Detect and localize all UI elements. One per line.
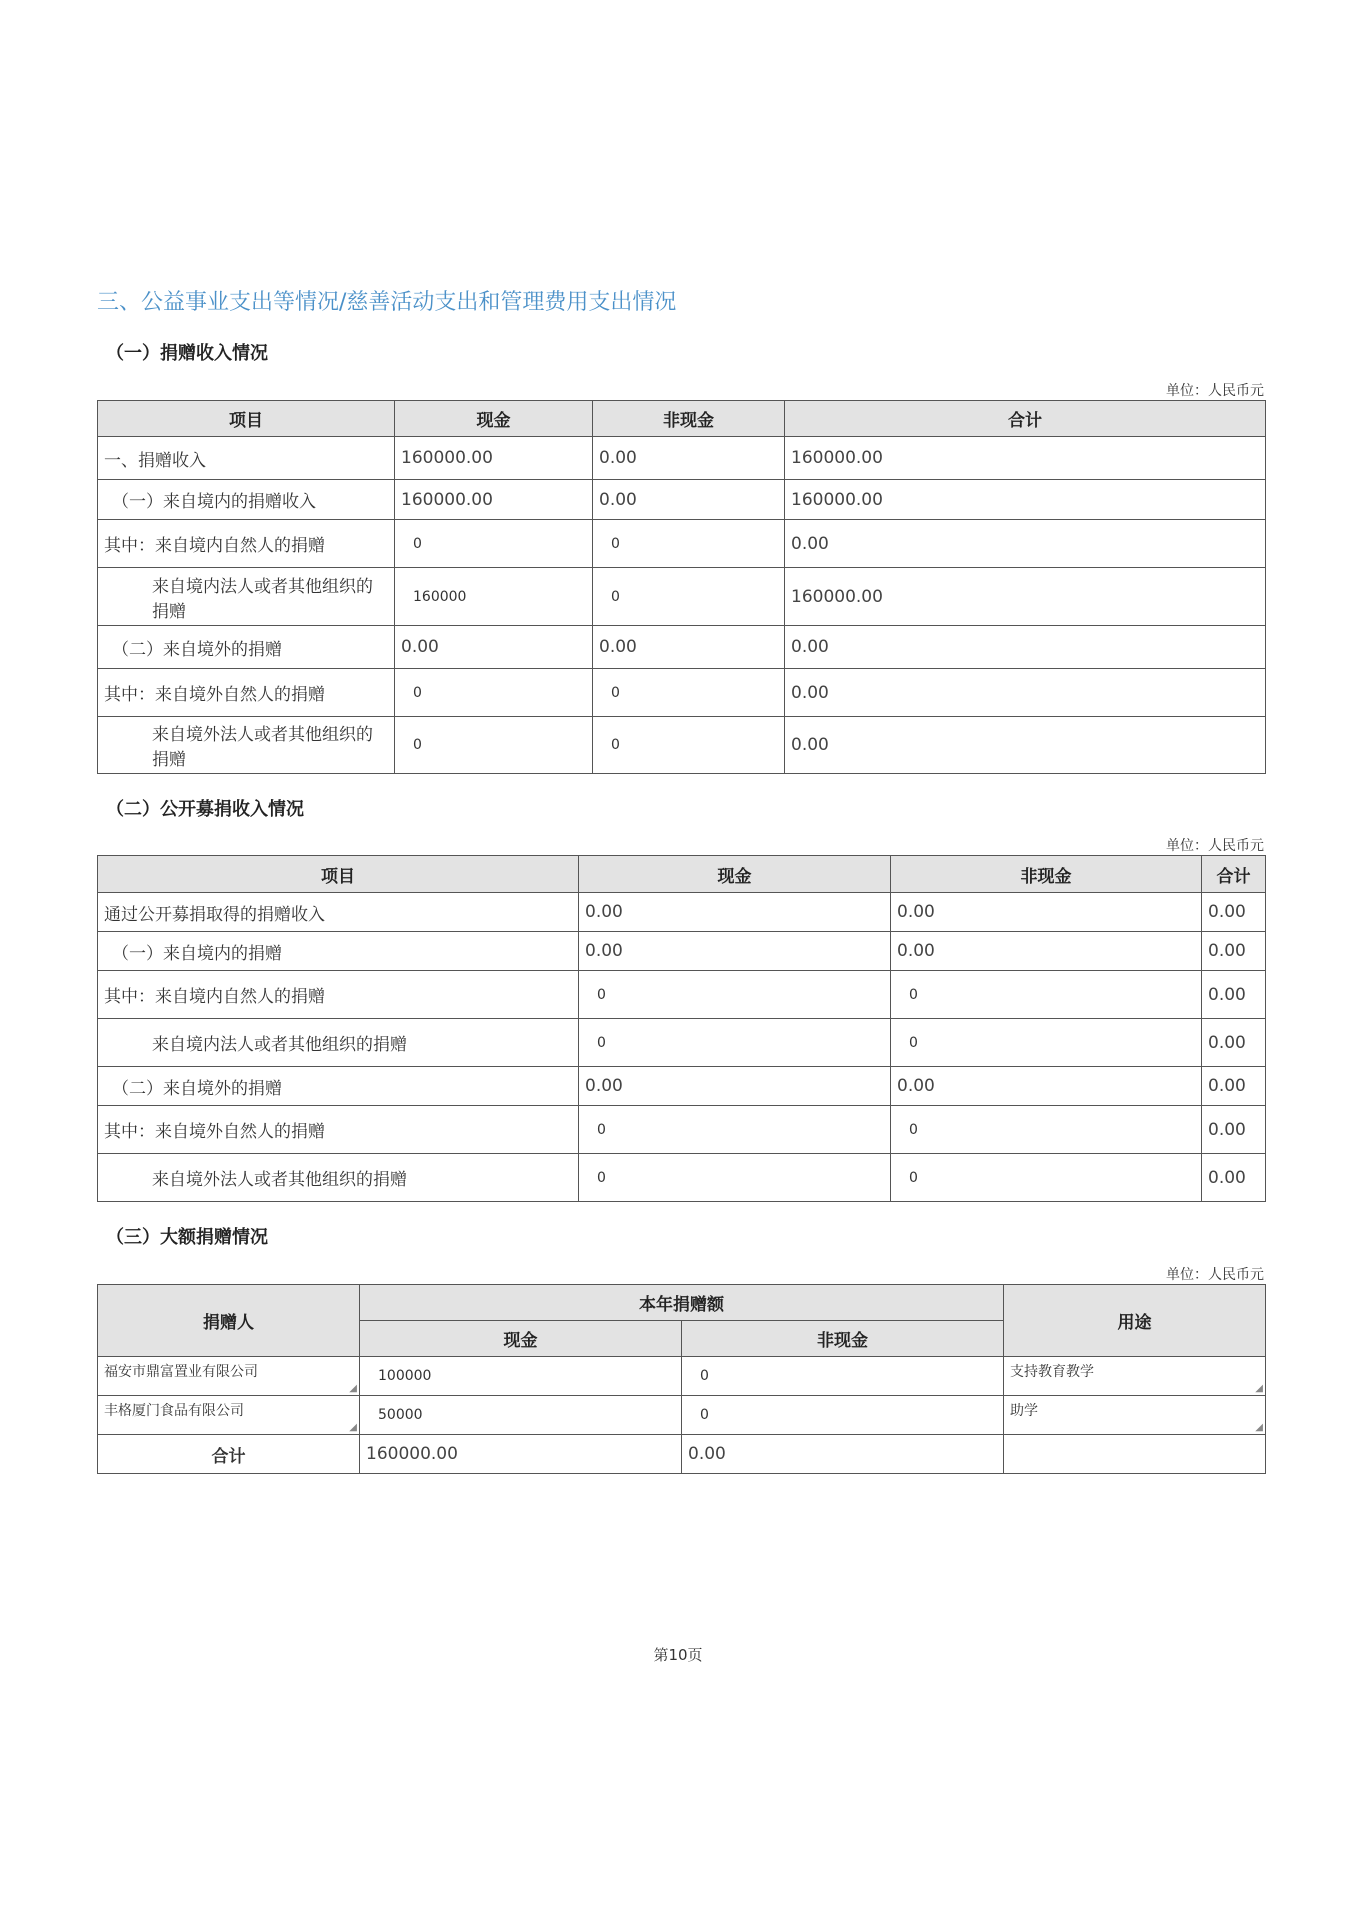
header-total: 合计 xyxy=(785,401,1266,437)
cash-input[interactable] xyxy=(360,1357,682,1396)
table-row xyxy=(98,568,1266,626)
donation-income-title: （一）捐赠收入情况 xyxy=(106,343,268,364)
noncash-value: 0.00 xyxy=(593,626,785,669)
cash-input[interactable] xyxy=(395,717,593,774)
row-label: 来自境内法人或者其他组织的捐赠 xyxy=(98,1019,579,1067)
page-number: 第10页 xyxy=(653,1646,703,1664)
cash-value: 100000 xyxy=(378,1368,432,1384)
noncash-value: 0 xyxy=(700,1368,709,1384)
table-header-row xyxy=(98,856,1266,893)
total-value: 0.00 xyxy=(1202,971,1266,1019)
noncash-value: 0 xyxy=(611,684,620,701)
donation-income-table xyxy=(97,400,1266,774)
table-row xyxy=(98,437,1266,480)
cash-value: 0 xyxy=(597,1121,606,1138)
table-row xyxy=(98,1357,1266,1396)
noncash-input[interactable] xyxy=(593,717,785,774)
total-value: 0.00 xyxy=(1202,1067,1266,1106)
total-value: 0.00 xyxy=(1202,893,1266,932)
cash-value: 0.00 xyxy=(579,932,891,971)
cash-input[interactable] xyxy=(395,568,593,626)
total-value: 160000.00 xyxy=(785,480,1266,520)
donor-textarea[interactable] xyxy=(98,1357,360,1396)
header-cash: 现金 xyxy=(579,856,891,893)
table-row xyxy=(98,1106,1266,1154)
table-row xyxy=(98,669,1266,717)
row-label: （二）来自境外的捐赠 xyxy=(98,626,395,669)
total-value: 0.00 xyxy=(1202,1019,1266,1067)
cash-value: 0.00 xyxy=(579,893,891,932)
cash-value: 160000 xyxy=(413,588,467,605)
noncash-total: 0.00 xyxy=(682,1435,1004,1474)
header-total: 合计 xyxy=(1202,856,1266,893)
cash-input[interactable] xyxy=(579,1154,891,1202)
cash-value: 160000.00 xyxy=(395,480,593,520)
table-row xyxy=(98,480,1266,520)
total-value: 0.00 xyxy=(785,520,1266,568)
row-label: 其中：来自境外自然人的捐赠 xyxy=(98,1106,579,1154)
cash-total: 160000.00 xyxy=(360,1435,682,1474)
table-row xyxy=(98,520,1266,568)
noncash-input[interactable] xyxy=(593,669,785,717)
table-header-row xyxy=(98,1285,1266,1321)
table-header-row xyxy=(98,401,1266,437)
cash-input[interactable] xyxy=(579,1106,891,1154)
purpose-text: 助学 xyxy=(1010,1403,1038,1419)
resize-grip-icon[interactable]: ◢ xyxy=(1255,1422,1263,1433)
total-value: 0.00 xyxy=(785,717,1266,774)
row-label: 来自境内法人或者其他组织的捐赠 xyxy=(98,568,395,626)
resize-grip-icon[interactable]: ◢ xyxy=(349,1422,357,1433)
total-value: 160000.00 xyxy=(785,437,1266,480)
noncash-value: 0.00 xyxy=(593,437,785,480)
row-label: 来自境外法人或者其他组织的捐赠 xyxy=(98,717,395,774)
table-row xyxy=(98,626,1266,669)
unit-label: 单位：人民币元 xyxy=(1166,383,1264,399)
noncash-value: 0 xyxy=(611,535,620,552)
cash-value: 0 xyxy=(413,737,422,753)
public-fundraising-title: （二）公开募捐收入情况 xyxy=(106,799,304,820)
header-noncash: 非现金 xyxy=(593,401,785,437)
total-value: 160000.00 xyxy=(785,568,1266,626)
table-row xyxy=(98,932,1266,971)
total-value: 0.00 xyxy=(785,626,1266,669)
header-item: 项目 xyxy=(98,401,395,437)
noncash-value: 0.00 xyxy=(891,1067,1202,1106)
noncash-input[interactable] xyxy=(891,1106,1202,1154)
donor-name: 福安市鼎富置业有限公司 xyxy=(104,1364,258,1380)
cash-value: 0.00 xyxy=(579,1067,891,1106)
total-value: 0.00 xyxy=(1202,932,1266,971)
noncash-value: 0.00 xyxy=(891,932,1202,971)
header-amount-group: 本年捐赠额 xyxy=(360,1285,1004,1321)
row-label: （二）来自境外的捐赠 xyxy=(98,1067,579,1106)
noncash-input[interactable] xyxy=(682,1357,1004,1396)
table-row xyxy=(98,1019,1266,1067)
cash-value: 50000 xyxy=(378,1407,423,1423)
row-label: （一）来自境内的捐赠收入 xyxy=(98,480,395,520)
purpose-textarea[interactable] xyxy=(1004,1396,1266,1435)
donor-name: 丰格厦门食品有限公司 xyxy=(104,1403,244,1419)
table-row xyxy=(98,1154,1266,1202)
public-fundraising-table xyxy=(97,855,1266,1202)
noncash-value: 0.00 xyxy=(593,480,785,520)
noncash-value: 0 xyxy=(909,1034,918,1051)
table-row xyxy=(98,893,1266,932)
row-label: 其中：来自境外自然人的捐赠 xyxy=(98,669,395,717)
noncash-value: 0.00 xyxy=(891,893,1202,932)
noncash-input[interactable] xyxy=(891,1154,1202,1202)
header-purpose: 用途 xyxy=(1004,1285,1266,1357)
purpose-textarea[interactable] xyxy=(1004,1357,1266,1396)
total-value: 0.00 xyxy=(785,669,1266,717)
purpose-total xyxy=(1004,1435,1266,1474)
table-row xyxy=(98,1067,1266,1106)
cash-input[interactable] xyxy=(579,971,891,1019)
noncash-value: 0 xyxy=(611,737,620,753)
table-row xyxy=(98,971,1266,1019)
purpose-text: 支持教育教学 xyxy=(1010,1364,1094,1380)
section-title: 三、公益事业支出等情况/慈善活动支出和管理费用支出情况 xyxy=(97,290,677,315)
total-value: 0.00 xyxy=(1202,1154,1266,1202)
row-label: 其中：来自境内自然人的捐赠 xyxy=(98,971,579,1019)
cash-value: 0 xyxy=(413,535,422,552)
noncash-input[interactable] xyxy=(891,971,1202,1019)
header-noncash: 非现金 xyxy=(682,1321,1004,1357)
header-noncash: 非现金 xyxy=(891,856,1202,893)
cash-value: 0 xyxy=(597,1169,606,1186)
cash-input[interactable] xyxy=(579,1019,891,1067)
large-donation-table xyxy=(97,1284,1266,1474)
cash-value: 0 xyxy=(597,986,606,1003)
header-item: 项目 xyxy=(98,856,579,893)
noncash-input[interactable] xyxy=(682,1396,1004,1435)
noncash-value: 0 xyxy=(909,1169,918,1186)
noncash-input[interactable] xyxy=(891,1019,1202,1067)
noncash-input[interactable] xyxy=(593,568,785,626)
noncash-input[interactable] xyxy=(593,520,785,568)
table-total-row xyxy=(98,1435,1266,1474)
donor-textarea[interactable] xyxy=(98,1396,360,1435)
resize-grip-icon[interactable]: ◢ xyxy=(1255,1383,1263,1394)
noncash-value: 0 xyxy=(909,986,918,1003)
cash-value: 160000.00 xyxy=(395,437,593,480)
cash-value: 0 xyxy=(597,1034,606,1051)
total-value: 0.00 xyxy=(1202,1106,1266,1154)
noncash-value: 0 xyxy=(611,588,620,605)
row-label: 来自境外法人或者其他组织的捐赠 xyxy=(98,1154,579,1202)
unit-label: 单位：人民币元 xyxy=(1166,838,1264,854)
cash-input[interactable] xyxy=(360,1396,682,1435)
row-label: 通过公开募捐取得的捐赠收入 xyxy=(98,893,579,932)
header-donor: 捐赠人 xyxy=(98,1285,360,1357)
table-row xyxy=(98,1396,1266,1435)
header-cash: 现金 xyxy=(395,401,593,437)
cash-input[interactable] xyxy=(395,669,593,717)
large-donation-title: （三）大额捐赠情况 xyxy=(106,1227,268,1248)
cash-value: 0.00 xyxy=(395,626,593,669)
noncash-value: 0 xyxy=(700,1407,709,1423)
cash-input[interactable] xyxy=(395,520,593,568)
table-row xyxy=(98,717,1266,774)
total-label: 合计 xyxy=(98,1435,360,1474)
cash-value: 0 xyxy=(413,684,422,701)
unit-label: 单位：人民币元 xyxy=(1166,1267,1264,1283)
noncash-value: 0 xyxy=(909,1121,918,1138)
row-label: 一、捐赠收入 xyxy=(98,437,395,480)
row-label: （一）来自境内的捐赠 xyxy=(98,932,579,971)
resize-grip-icon[interactable]: ◢ xyxy=(349,1383,357,1394)
row-label: 其中：来自境内自然人的捐赠 xyxy=(98,520,395,568)
header-cash: 现金 xyxy=(360,1321,682,1357)
